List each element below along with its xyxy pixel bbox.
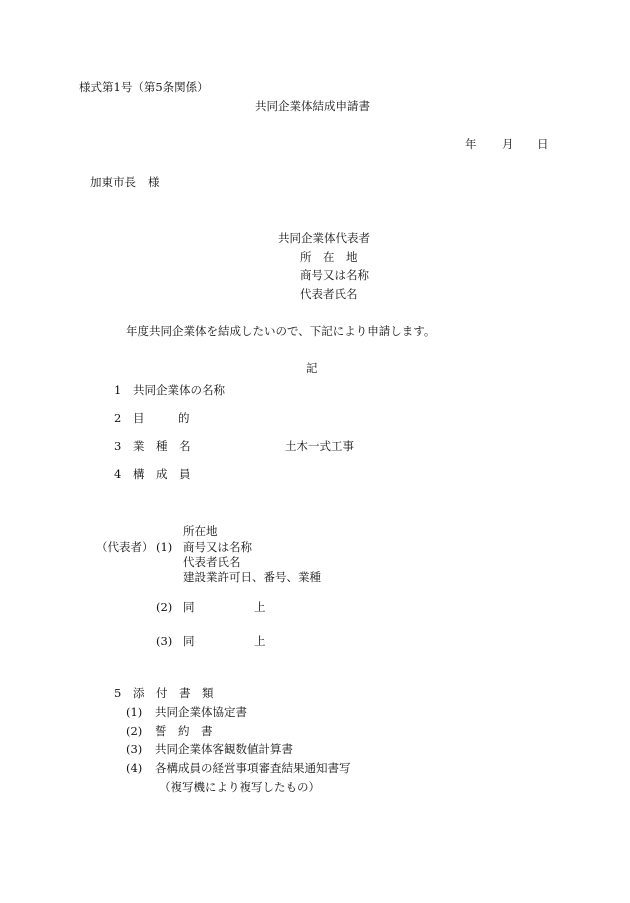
item-5-label: 添 付 書 類 <box>133 686 214 700</box>
item-4-label: 構 成 員 <box>133 467 191 481</box>
item-2-label-a: 目 <box>133 411 145 425</box>
item-3-value: 土木一式工事 <box>285 439 354 453</box>
attachment-3-text: 共同企業体客観数値計算書 <box>155 742 293 756</box>
addressee-honorific: 様 <box>148 175 160 189</box>
addressee-name: 加東市長 <box>90 175 136 189</box>
member-2-same-b: 上 <box>254 600 266 614</box>
member-1-number: (1) <box>156 540 173 554</box>
attachment-4-text: 各構成員の経営事項審査結果通知書写 <box>155 761 351 775</box>
member-3-same-a: 同 <box>183 634 195 648</box>
member-1-trade-name-label: 商号又は名称 <box>183 540 252 554</box>
representative-tag: （代表者） <box>96 540 154 554</box>
member-2-same-a: 同 <box>183 600 195 614</box>
date-day-label: 日 <box>537 137 549 151</box>
member-2-number: (2) <box>156 600 173 614</box>
member-1-license-label: 建設業許可日、番号、業種 <box>183 570 321 584</box>
item-1-label: 共同企業体の名称 <box>133 383 225 397</box>
document-title: 共同企業体結成申請書 <box>255 99 370 113</box>
attachment-2-text: 誓 約 書 <box>155 724 213 738</box>
form-number: 様式第1号（第5条関係） <box>79 80 209 94</box>
attachment-1-text: 共同企業体協定書 <box>155 705 247 719</box>
attachment-note: （複写機により複写したもの） <box>159 780 320 794</box>
applicant-address-label: 所 在 地 <box>300 250 358 264</box>
applicant-trade-name-label: 商号又は名称 <box>300 268 369 282</box>
application-statement: 年度共同企業体を結成したいので、下記により申請します。 <box>126 324 436 338</box>
item-4-number: 4 <box>114 467 122 481</box>
member-1-address-label: 所在地 <box>183 524 218 538</box>
member-1-representative-label: 代表者氏名 <box>183 555 241 569</box>
item-5-number: 5 <box>114 686 122 700</box>
applicant-representative-label: 代表者氏名 <box>300 287 358 301</box>
attachment-2-number: (2) <box>126 724 143 738</box>
item-2-label-b: 的 <box>178 411 190 425</box>
item-3-number: 3 <box>114 439 122 453</box>
ki-heading: 記 <box>306 361 318 375</box>
applicant-block-title: 共同企業体代表者 <box>278 231 370 245</box>
attachment-4-number: (4) <box>126 761 143 775</box>
member-3-same-b: 上 <box>254 634 266 648</box>
item-1-number: 1 <box>114 383 122 397</box>
item-3-label: 業 種 名 <box>133 439 191 453</box>
attachment-3-number: (3) <box>126 742 143 756</box>
attachment-1-number: (1) <box>126 705 143 719</box>
date-month-label: 月 <box>502 137 514 151</box>
member-3-number: (3) <box>156 634 173 648</box>
item-2-number: 2 <box>114 411 122 425</box>
date-year-label: 年 <box>465 137 477 151</box>
